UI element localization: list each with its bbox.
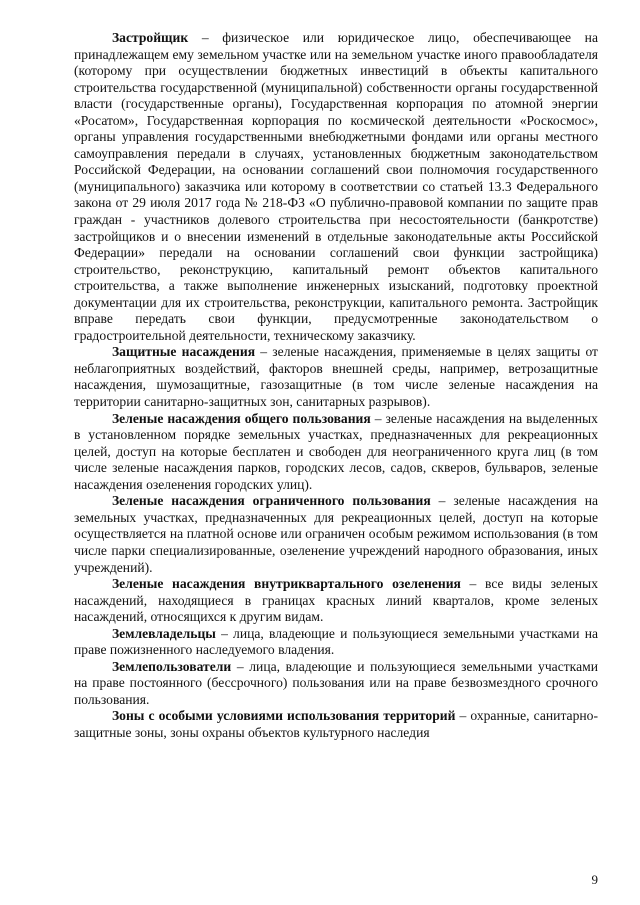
- term: Зеленые насаждения общего пользования: [112, 410, 371, 426]
- definition-paragraph: [74, 30, 598, 344]
- definition-text: – лица, владеющие и пользующиеся земельными участками на праве постоянного (бессрочного) пользования или на праве безвозмездного срочного пользования.: [74, 658, 598, 707]
- definition-text: – зеленые насаждения на выделенных в установленном порядке земельных участках, предназначенных для рекреационных целей, доступ на которые бесплатен и свободен для неограниченного круга лиц (в том числе зеленые насаждения парков, городских лесов, садов, скверов, бульваров, зеленые насаждения озеленения городских улиц).: [74, 410, 598, 492]
- definition-paragraph: [74, 493, 598, 576]
- term: Застройщик: [112, 30, 189, 45]
- term: Землепользователи: [112, 658, 232, 674]
- definition-text: – зеленые насаждения, применяемые в целях защиты от неблагоприятных воздействий, факторов внешней среды, например, ветрозащитные насаждения, шумозащитные, газозащитные (в том числе зеленые насаждения на территории санитарно-защитных зон, санитарных разрывов).: [74, 344, 599, 410]
- term: Землевладельцы: [112, 625, 216, 641]
- term: Зеленые насаждения внутриквартального озеленения: [112, 576, 461, 592]
- term: Защитные насаждения: [112, 344, 256, 360]
- definition-text: – лица, владеющие и пользующиеся земельными участками на праве пожизненного наследуемого владения.: [74, 625, 598, 658]
- definition-paragraph: [74, 708, 598, 741]
- definition-text: – все виды зеленых насаждений, находящиеся в границах красных линий кварталов, кроме зеленых насаждений, относящихся к другим видам.: [74, 576, 598, 625]
- definition-paragraph: [74, 411, 598, 494]
- page-number: 9: [591, 872, 598, 887]
- term: Зеленые насаждения ограниченного пользования: [112, 493, 431, 509]
- definition-paragraph: [74, 626, 598, 659]
- term: Зоны с особыми условиями использования территорий: [112, 708, 456, 724]
- page-body: [74, 30, 598, 742]
- definition-text: – зеленые насаждения на земельных участках, предназначенных для рекреационных целей, доступ на которые осуществляется на платной основе или ограничен особым режимом использования (в том числе парки специализированные, озеленение учреждений народного образования, иных учреждений).: [74, 493, 598, 575]
- definition-paragraph: [74, 344, 598, 410]
- definition-text: – физическое или юридическое лицо, обеспечивающее на принадлежащем ему земельном участке или на земельном участке иного правообладателя (которому при осуществлении бюджетных инвестиций в объекты капитального строительства государственной (муниципальной) собственности органы государственной власти (государственные органы), Государственная корпорация по атомной энергии «Росатом», Государственная корпорация по космической деятельности «Роскосмос», органы управления государственными внебюджетными фондами или органы местного самоуправления передали в случаях, установленных бюджетным законодательством Российской Федерации, на основании соглашений свои полномочия государственного (муниципального) заказчика или которому в соответствии со статьей 13.3 Федерального закона от 29 июля 2017 года № 218-ФЗ «О публично-правовой компании по защите прав граждан - участников долевого строительства при несостоятельности (банкротстве) застройщиков и о внесении изменений в отдельные законодательные акты Российской Федерации» передали на основании соглашений свои функции застройщика) строительство, реконструкцию, капитальный ремонт объектов капитального строительства, а также выполнение инженерных изысканий, подготовку проектной документации для их строительства, реконструкции, капитального ремонта. Застройщик вправе передать свои функции, предусмотренные законодательством о градостроительной деятельности, техническому заказчику.: [74, 30, 598, 343]
- definition-paragraph: [74, 576, 598, 626]
- definition-text: – охранные, санитарно-защитные зоны, зоны охраны объектов культурного наследия: [74, 708, 598, 740]
- definition-paragraph: [74, 659, 598, 709]
